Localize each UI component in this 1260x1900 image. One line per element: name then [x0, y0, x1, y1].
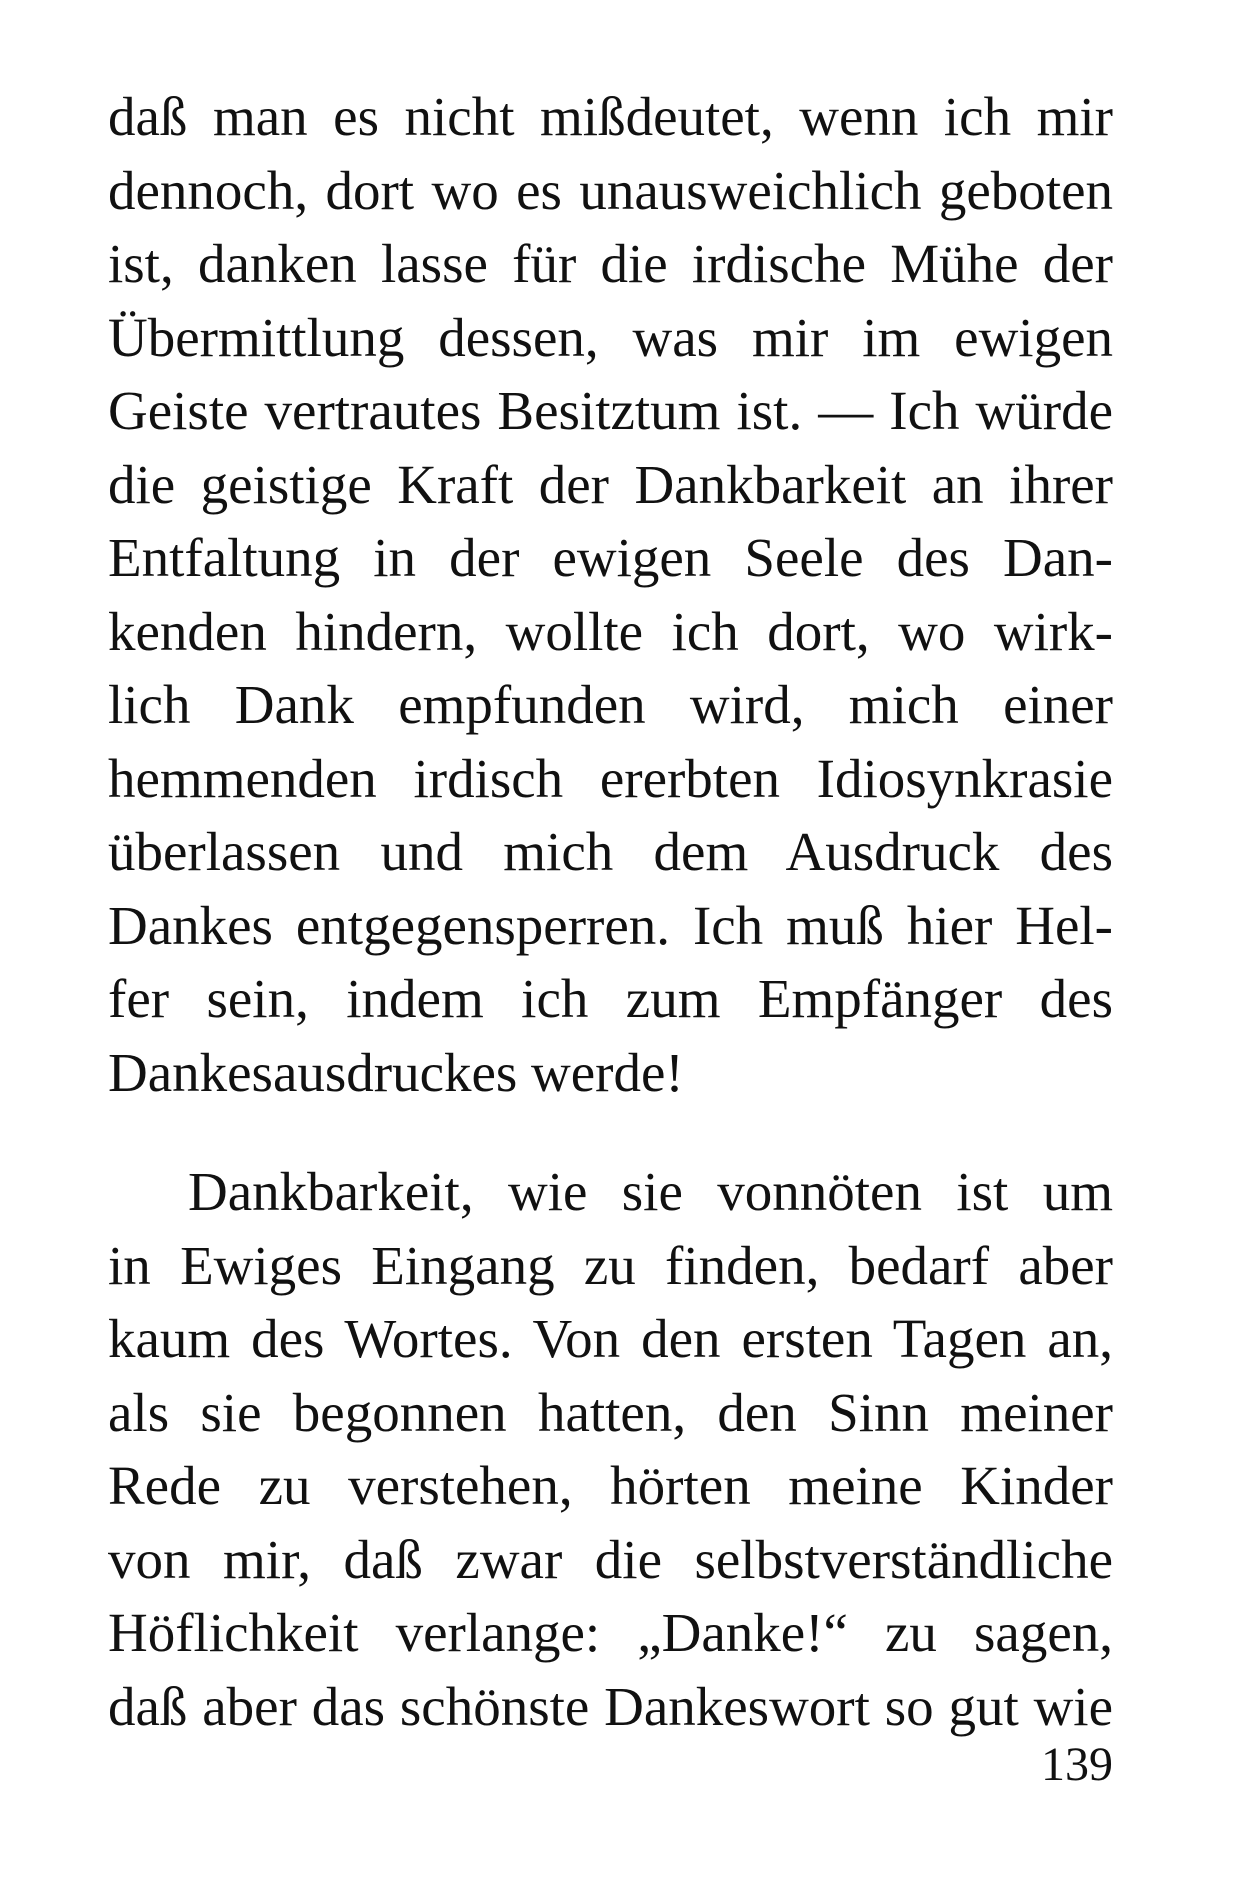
text-line: überlassen und mich dem Ausdruck des — [108, 821, 1113, 882]
text-line: lich Dank empfunden wird, mich einer — [108, 674, 1113, 735]
text-line: Dankesausdruckes werde! — [108, 1041, 684, 1103]
text-line: daß aber das schönste Dankeswort so gut wie — [108, 1675, 1113, 1737]
text-line: Höflichkeit verlange: „Danke!“ zu sagen, — [108, 1602, 1113, 1663]
text-line: fer sein, indem ich zum Empfänger des — [108, 968, 1113, 1029]
text-line: als sie begonnen hatten, den Sinn meiner — [108, 1381, 1113, 1443]
text-line: Dankbarkeit, wie sie vonnöten ist um — [188, 1161, 1113, 1222]
text-line: kaum des Wortes. Von den ersten Tagen an, — [108, 1308, 1113, 1369]
page-number: 139 — [1041, 1738, 1113, 1791]
text-line: dennoch, dort wo es unausweichlich geboten — [108, 159, 1113, 221]
text-line: Übermittlung dessen, was mir im ewigen — [108, 306, 1113, 368]
paragraph-2 — [108, 1155, 1113, 1743]
text-line: Rede zu verstehen, hörten meine Kinder — [108, 1455, 1113, 1516]
text-line: Dankes entgegensperren. Ich muß hier Hel- — [108, 894, 1113, 956]
text-line: hemmenden irdisch ererbten Idiosynkrasie — [108, 747, 1113, 809]
text-line: von mir, daß zwar die selbstverständliche — [108, 1528, 1113, 1590]
text-line: Entfaltung in der ewigen Seele des Dan- — [108, 527, 1113, 588]
text-line: Geiste vertrautes Besitztum ist. — Ich würde — [108, 380, 1113, 441]
text-line: die geistige Kraft der Dankbarkeit an ihrer — [108, 453, 1113, 515]
text-line: in Ewiges Eingang zu finden, bedarf aber — [108, 1234, 1113, 1296]
paragraph-1 — [108, 80, 1113, 1109]
text-line: daß man es nicht mißdeutet, wenn ich mir — [108, 86, 1113, 147]
text-line: ist, danken lasse für die irdische Mühe der — [108, 233, 1113, 294]
text-line: kenden hindern, wollte ich dort, wo wirk- — [108, 600, 1113, 662]
